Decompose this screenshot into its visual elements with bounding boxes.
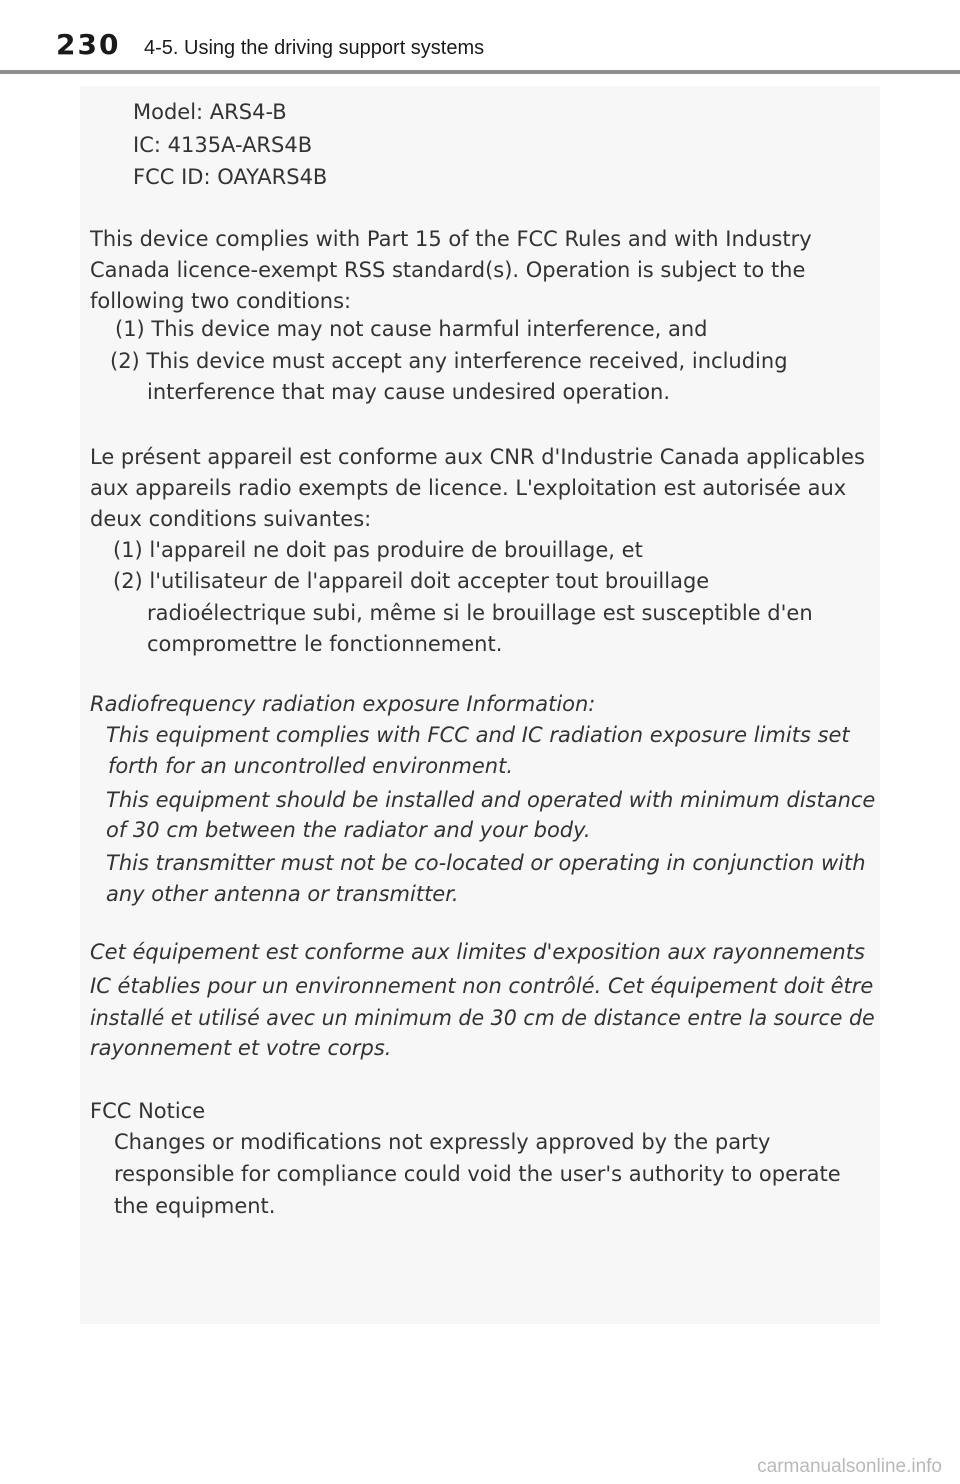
ic-line: IC: 4135A-ARS4B <box>133 133 313 157</box>
fcc-notice-line: responsible for compliance could void the user's authority to operate <box>114 1162 841 1186</box>
rf-fr-line: Cet équipement est conforme aux limites d'exposition aux rayonnements <box>90 940 865 964</box>
fcc-en-condition: (1) This device may not cause harmful interference, and <box>115 317 708 341</box>
page-number: 230 <box>56 28 121 61</box>
watermark: carmanualsonline.info <box>757 1456 942 1477</box>
rf-en-line: This equipment complies with FCC and IC radiation exposure limits set <box>106 723 850 747</box>
rf-en-heading: Radiofrequency radiation exposure Information: <box>90 692 596 716</box>
fcc-fr-condition: (1) l'appareil ne doit pas produire de brouillage, et <box>113 538 643 562</box>
fcc-en-line: Canada licence-exempt RSS standard(s). Operation is subject to the <box>90 258 806 282</box>
rf-en-line: This transmitter must not be co-located or operating in conjunction with <box>106 851 866 875</box>
fcc-notice-line: the equipment. <box>114 1194 276 1218</box>
fcc-fr-line: aux appareils radio exempts de licence. L'exploitation est autorisée aux <box>90 476 847 500</box>
fcc-notice-heading: FCC Notice <box>90 1099 206 1123</box>
header-rule <box>0 70 960 74</box>
section-title: 4-5. Using the driving support systems <box>144 37 485 59</box>
rf-en-line: This equipment should be installed and operated with minimum distance <box>106 788 876 812</box>
page-header <box>0 0 960 76</box>
fcc-fr-line: deux conditions suivantes: <box>90 507 372 531</box>
rf-en-line: of 30 cm between the radiator and your body. <box>106 818 591 842</box>
fcc-en-condition: (2) This device must accept any interference received, including <box>110 349 788 373</box>
rf-fr-line: IC établies pour un environnement non contrôlé. Cet équipement doit être <box>90 974 874 998</box>
fcc-id-line: FCC ID: OAYARS4B <box>133 165 328 189</box>
rf-fr-line: rayonnement et votre corps. <box>90 1036 392 1060</box>
fcc-notice-line: Changes or modifications not expressly approved by the party <box>114 1130 771 1154</box>
model-line: Model: ARS4-B <box>133 100 287 124</box>
fcc-fr-condition: compromettre le fonctionnement. <box>147 632 503 656</box>
fcc-en-condition: interference that may cause undesired operation. <box>147 380 671 404</box>
fcc-fr-condition: radioélectrique subi, même si le brouillage est susceptible d'en <box>147 601 813 625</box>
rf-en-line: forth for an uncontrolled environment. <box>108 754 514 778</box>
fcc-fr-condition: (2) l'utilisateur de l'appareil doit accepter tout brouillage <box>113 569 710 593</box>
rf-en-line: any other antenna or transmitter. <box>106 882 459 906</box>
fcc-en-line: This device complies with Part 15 of the FCC Rules and with Industry <box>90 227 812 251</box>
fcc-en-line: following two conditions: <box>90 289 352 313</box>
fcc-fr-line: Le présent appareil est conforme aux CNR d'Industrie Canada applicables <box>90 445 865 469</box>
rf-fr-line: installé et utilisé avec un minimum de 30 cm de distance entre la source de <box>90 1006 875 1030</box>
